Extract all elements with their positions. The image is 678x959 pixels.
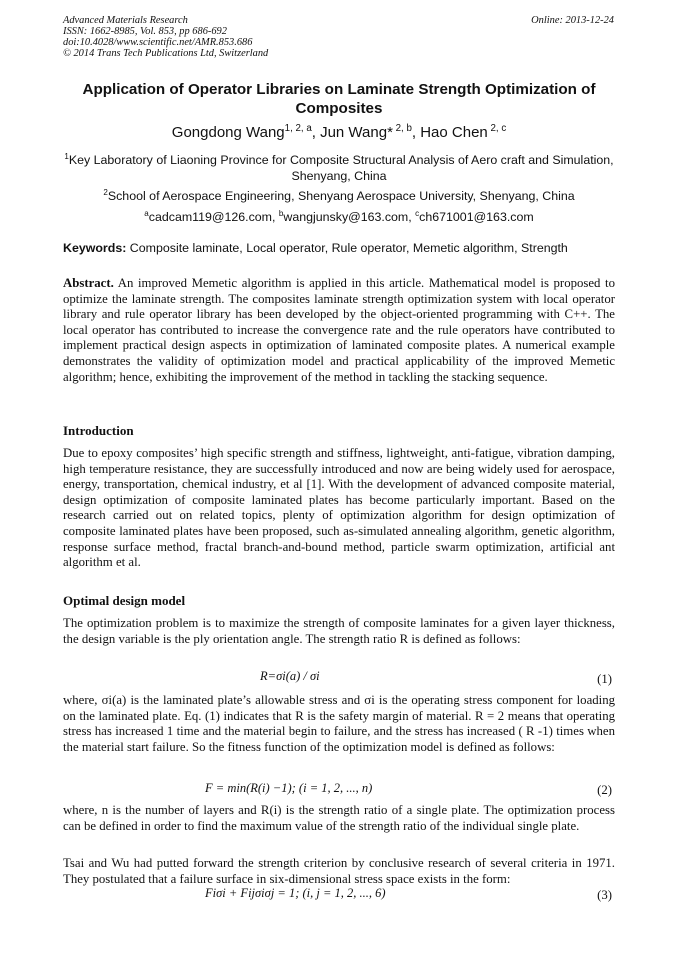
affiliation-1-text: Key Laboratory of Liaoning Province for Composite Structural Analysis of Aero craft and Simulation, Shenyang, China <box>68 153 614 183</box>
affiliation-2-sup: 2 <box>103 188 108 197</box>
email-c[interactable]: ch671001@163.com <box>419 210 534 225</box>
author-2-sup: 2, b <box>392 123 412 134</box>
keywords-text: Composite laminate, Local operator, Rule operator, Memetic algorithm, Strength <box>126 241 568 255</box>
email-a-sup: a <box>144 209 149 218</box>
author-1-sup: 1, 2, a <box>284 123 312 134</box>
equation-2-number: (2) <box>597 783 612 797</box>
abstract-text: An improved Memetic algorithm is applied in this article. Mathematical model is proposed to optimize the laminate strength. The composites laminate strength optimization system with local operator library and rule operator library has been developed by the object-oriented programming with C++. The local operator has contributed to increase the convergence rate and the rule operators have contributed to implement practical design aspects in optimization of laminated composite plates. A numerical example demonstrates the validity of optimization model and practical applicability of the improved Memetic algorithm; hence, exhibiting the improvement of the method in tackling the stacking sequence. <box>63 276 615 384</box>
affiliation-2-text: School of Aerospace Engineering, Shenyang Aerospace University, Shenyang, China <box>107 189 575 204</box>
paper-title: Application of Operator Libraries on Laminate Strength Optimization of Composites <box>82 81 596 117</box>
abstract-label: Abstract. <box>63 276 114 290</box>
journal-header <box>63 15 268 59</box>
equation-2: F = min(R(i) −1); (i = 1, 2, ..., n) <box>205 781 373 795</box>
author-2: , Jun Wang* <box>311 124 393 141</box>
doi: doi:10.4028/www.scientific.net/AMR.853.686 <box>63 37 253 48</box>
email-a[interactable]: cadcam119@126.com, <box>148 210 279 225</box>
keywords-label: Keywords: <box>63 241 127 255</box>
equation-1-number: (1) <box>597 672 612 686</box>
author-1: Gongdong Wang <box>171 124 285 141</box>
affiliation-1 <box>63 149 615 184</box>
keywords <box>63 241 568 255</box>
abstract <box>63 276 615 385</box>
email-b[interactable]: wangjunsky@163.com, <box>283 210 416 225</box>
email-b-sup: b <box>278 209 284 218</box>
author-3-sup: 2, c <box>487 123 507 134</box>
issn: ISSN: 1662-8985, Vol. 853, pp 686-692 <box>63 26 227 37</box>
equation-1: R=σi(a) / σi <box>260 669 320 683</box>
equation-3: Fiσi + Fijσiσj = 1; (i, j = 1, 2, ..., 6) <box>205 886 386 900</box>
online-date: Online: 2013-12-24 <box>531 15 614 26</box>
copyright: © 2014 Trans Tech Publications Ltd, Switzerland <box>63 48 269 59</box>
author-3: , Hao Chen <box>411 124 488 141</box>
affiliation-2 <box>63 185 615 205</box>
model-paragraph-4: Tsai and Wu had putted forward the strength criterion by conclusive research of several criteria in 1971. They postulated that a failure surface in six-dimensional stress space exists in the form: <box>63 856 615 886</box>
intro-heading: Introduction <box>63 423 134 438</box>
journal-name: Advanced Materials Research <box>63 15 188 26</box>
intro-text: Due to epoxy composites’ high specific strength and stiffness, lightweight, anti-fatigue, vibration damping, high temperature resistance, they are successfully introduced and now are being widely used for aerospace, energy, transportation, chemical industry, et al [1]. With the development of advanced composite material, design optimization of composite laminated plates has become particularly important. Based on the research carried out on related topics, plenty of optimization algorithm for design optimization of composite laminated plates have been proposed, such as-simulated annealing algorithm, genetic algorithm, response surface method, fractal branch-and-bound method, particle swarm optimization, artificial ant algorithm et al. <box>63 446 615 570</box>
email-c-sup: c <box>415 209 420 218</box>
author-list <box>63 123 615 141</box>
email-list <box>63 206 615 226</box>
model-paragraph-3: where, n is the number of layers and R(i) is the strength ratio of a single plate. The optimization process can be defined in order to find the maximum value of the strength ratio of the individual single plate. <box>63 803 615 833</box>
affiliation-1-sup: 1 <box>64 152 69 161</box>
model-paragraph-2: where, σi(a) is the laminated plate’s allowable stress and σi is the operating stress component for loading on the laminated plate. Eq. (1) indicates that R is the safety margin of material. R = 2 means that operating stress has increased 1 time and the material begin to failure, and the stress has increased ( R -1) times when the material start failure. So the fitness function of the optimization model is defined as follows: <box>63 693 615 754</box>
equation-3-number: (3) <box>597 888 612 902</box>
model-paragraph-1: The optimization problem is to maximize the strength of composite laminates for a given layer thickness, the design variable is the ply orientation angle. The strength ratio R is defined as follows: <box>63 616 615 646</box>
model-heading: Optimal design model <box>63 593 186 608</box>
